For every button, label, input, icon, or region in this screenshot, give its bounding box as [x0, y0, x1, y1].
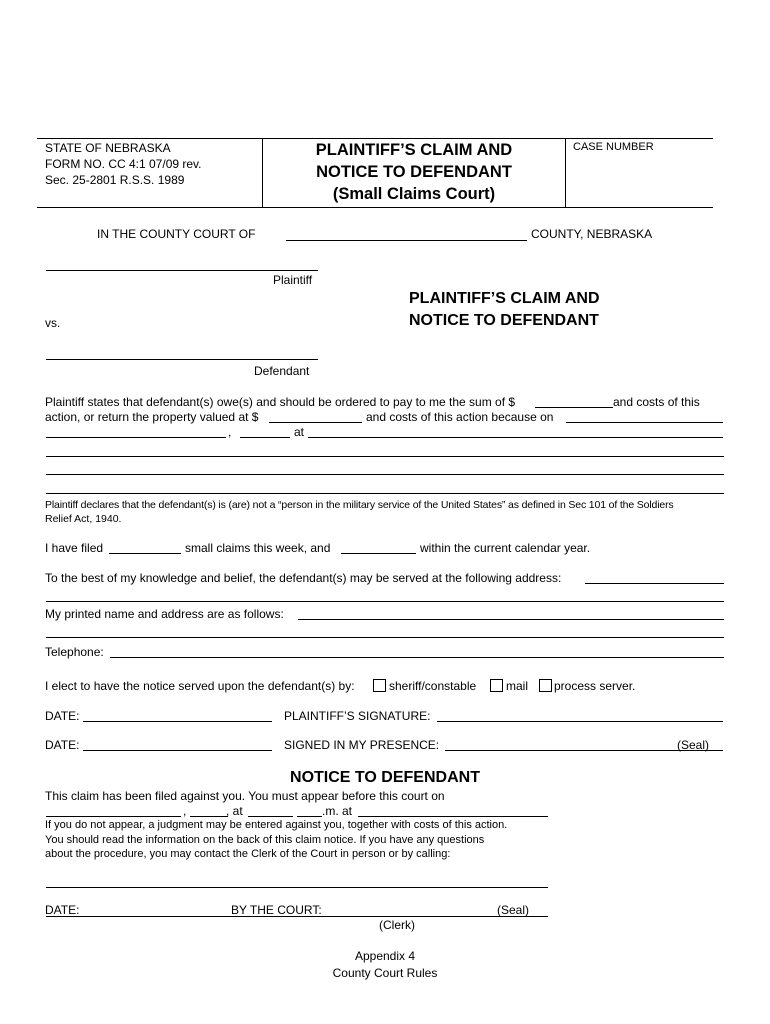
form-title-line1: PLAINTIFF’S CLAIM AND	[315, 141, 513, 159]
printed-name-label: My printed name and address are as follows:	[45, 607, 284, 621]
seal-label-1: (Seal)	[677, 738, 710, 752]
sum-amount-field[interactable]	[535, 407, 613, 408]
plaintiff-name-field[interactable]	[46, 270, 318, 271]
appearance-ampm-field[interactable]	[297, 816, 322, 817]
signed-presence-label: SIGNED IN MY PRESENCE:	[284, 738, 440, 752]
form-title-line2: NOTICE TO DEFENDANT	[316, 163, 512, 181]
footer-appendix: Appendix 4	[354, 949, 416, 963]
service-address-label: To the best of my knowledge and belief, the defendant(s) may be served at the following address:	[45, 571, 562, 585]
notice-paragraph-2: You should read the information on the back of this claim notice. If you have any questions	[45, 834, 485, 846]
claim-date-field-2[interactable]	[46, 437, 226, 438]
appearance-year-field[interactable]	[190, 816, 228, 817]
claim-heading-line2: NOTICE TO DEFENDANT	[409, 312, 599, 329]
header-top-rule	[37, 138, 713, 139]
appearance-date-field[interactable]	[46, 816, 181, 817]
military-declaration-line1: Plaintiff declares that the defendant(s) is (are) not a “person in the military service of the United States” as defined in Sec 101 of the Soldiers	[45, 499, 674, 511]
plaintiff-label: Plaintiff	[273, 273, 313, 287]
notice-line2-m: .m. at	[322, 804, 353, 818]
process-server-option-label: process server.	[554, 679, 636, 693]
defendant-label: Defendant	[254, 364, 310, 378]
notice-date-label: DATE:	[45, 903, 80, 917]
date-label-1: DATE:	[45, 709, 80, 723]
case-number-label: CASE NUMBER	[573, 141, 654, 153]
claim-location-field[interactable]	[308, 437, 723, 438]
plaintiff-signature-field[interactable]	[437, 721, 723, 722]
claim-heading-line1: PLAINTIFF’S CLAIM AND	[409, 290, 600, 307]
form-title-line3: (Small Claims Court)	[332, 185, 496, 203]
notice-line2-at: , at	[226, 804, 243, 818]
claim-line2-text: action, or return the property valued at $	[45, 410, 259, 424]
notice-paragraph-1: If you do not appear, a judgment may be entered against you, together with costs of this action.	[45, 819, 508, 831]
claim-reason-line-3[interactable]	[46, 493, 724, 494]
county-name-field[interactable]	[286, 240, 527, 241]
claim-year-field[interactable]	[240, 437, 290, 438]
plaintiff-signature-label: PLAINTIFF’S SIGNATURE:	[284, 709, 431, 723]
county-court-suffix: COUNTY, NEBRASKA	[531, 227, 653, 241]
claim-reason-line-1[interactable]	[46, 456, 724, 457]
notice-line2-comma: ,	[183, 804, 187, 818]
filings-label-c: within the current calendar year.	[420, 541, 591, 555]
vs-label: vs.	[45, 316, 61, 330]
clerk-label: (Clerk)	[379, 918, 415, 932]
filings-label-b: small claims this week, and	[185, 541, 331, 555]
sheriff-checkbox[interactable]	[373, 679, 386, 692]
process-server-checkbox[interactable]	[539, 679, 552, 692]
state-label: STATE OF NEBRASKA	[45, 141, 171, 155]
notice-heading: NOTICE TO DEFENDANT	[290, 769, 480, 786]
court-signature-line[interactable]	[46, 916, 548, 917]
filings-week-field[interactable]	[109, 553, 181, 554]
claim-line3-comma: ,	[228, 425, 232, 439]
date-label-2: DATE:	[45, 738, 80, 752]
filings-year-field[interactable]	[341, 553, 416, 554]
service-address-field[interactable]	[585, 583, 724, 584]
service-address-line-2[interactable]	[46, 601, 724, 602]
appearance-location-field[interactable]	[358, 816, 548, 817]
claim-line1-text: Plaintiff states that defendant(s) owe(s) and should be ordered to pay to me the sum of $	[45, 395, 516, 409]
printed-address-line-2[interactable]	[46, 637, 724, 638]
case-number-field[interactable]	[567, 155, 712, 205]
claim-line3-at: at	[294, 425, 305, 439]
telephone-label: Telephone:	[45, 645, 104, 659]
service-method-label: I elect to have the notice served upon the defendant(s) by:	[45, 679, 355, 693]
telephone-field[interactable]	[110, 657, 724, 658]
date-field-1[interactable]	[83, 721, 272, 722]
claim-reason-line-2[interactable]	[46, 474, 724, 475]
statute-section: Sec. 25-2801 R.S.S. 1989	[45, 173, 185, 187]
header-bottom-rule	[37, 207, 713, 208]
notice-line1: This claim has been filed against you. You must appear before this court on	[45, 789, 445, 803]
footer-rules: County Court Rules	[332, 966, 438, 980]
sheriff-option-label: sheriff/constable	[389, 679, 477, 693]
clerk-phone-field[interactable]	[46, 887, 548, 888]
county-court-prefix: IN THE COUNTY COURT OF	[97, 227, 256, 241]
military-declaration-line2: Relief Act, 1940.	[45, 513, 122, 525]
mail-checkbox[interactable]	[490, 679, 503, 692]
notice-seal-label: (Seal)	[497, 903, 530, 917]
claim-date-field[interactable]	[566, 422, 723, 423]
claim-line1-costs: and costs of this	[613, 395, 700, 409]
by-court-label: BY THE COURT:	[231, 903, 322, 917]
date-field-2[interactable]	[83, 750, 272, 751]
mail-option-label: mail	[506, 679, 529, 693]
printed-name-field[interactable]	[298, 619, 724, 620]
filings-label-a: I have filed	[45, 541, 104, 555]
property-value-field[interactable]	[269, 422, 362, 423]
claim-line2-because: and costs of this action because on	[366, 410, 554, 424]
appearance-time-field[interactable]	[248, 816, 293, 817]
notice-paragraph-3: about the procedure, you may contact the Clerk of the Court in person or by calling:	[45, 848, 451, 860]
form-number: FORM NO. CC 4:1 07/09 rev.	[45, 157, 202, 171]
defendant-name-field[interactable]	[46, 359, 318, 360]
